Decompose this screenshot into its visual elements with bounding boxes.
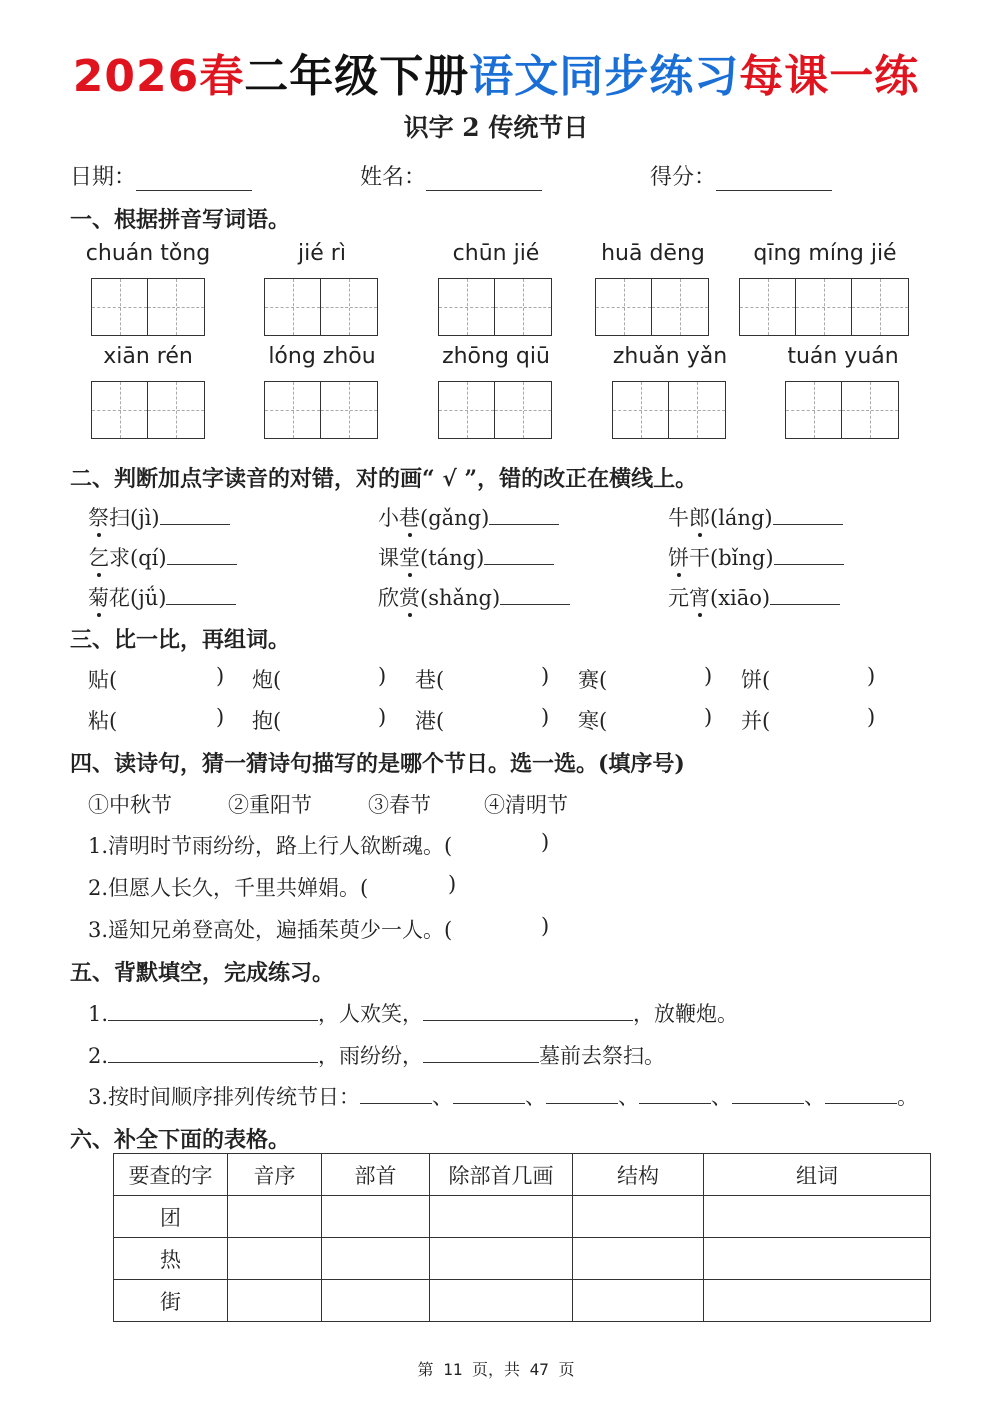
answer-blank[interactable] bbox=[360, 1085, 432, 1104]
answer-blank[interactable] bbox=[500, 586, 570, 605]
date-blank[interactable] bbox=[136, 170, 252, 191]
compare-item[interactable]: 寒( bbox=[578, 709, 608, 733]
title-part-series: 每课一练 bbox=[739, 51, 920, 102]
table-cell[interactable] bbox=[322, 1238, 430, 1280]
table-char: 街 bbox=[114, 1280, 228, 1322]
table-cell[interactable] bbox=[573, 1196, 704, 1238]
answer-blank[interactable] bbox=[108, 1002, 318, 1021]
question-close: ) bbox=[541, 830, 550, 854]
option-1: ①中秋节 bbox=[88, 793, 172, 817]
compare-item[interactable]: 并( bbox=[741, 709, 771, 733]
compare-item[interactable]: 饼( bbox=[741, 668, 771, 692]
pinyin-label: lóng zhōu bbox=[268, 344, 376, 369]
reading-item: 饼干(bǐng) bbox=[668, 542, 844, 572]
writing-grid[interactable] bbox=[739, 278, 909, 336]
compare-close: ) bbox=[216, 705, 225, 729]
answer-blank[interactable] bbox=[453, 1085, 525, 1104]
score-label: 得分： bbox=[650, 165, 717, 190]
name-blank[interactable] bbox=[426, 170, 542, 191]
section-4-heading: 四、读诗句，猜一猜诗句描写的是哪个节日。选一选。(填序号) bbox=[70, 751, 685, 777]
section-6-heading: 六、补全下面的表格。 bbox=[70, 1127, 291, 1153]
name-label: 姓名： bbox=[360, 165, 427, 190]
recite-line-1: 1. ，人欢笑， ，放鞭炮。 bbox=[88, 1002, 739, 1026]
compare-item[interactable]: 抱( bbox=[252, 709, 282, 733]
reading-item: 元宵(xiāo) bbox=[668, 582, 840, 612]
compare-item[interactable]: 粘( bbox=[88, 709, 118, 733]
writing-grid[interactable] bbox=[785, 381, 899, 439]
table-header: 除部首几画 bbox=[430, 1154, 573, 1196]
pinyin-label: jié rì bbox=[298, 241, 346, 266]
pinyin-label: huā dēng bbox=[601, 241, 705, 266]
writing-grid[interactable] bbox=[91, 381, 205, 439]
poem-question-2[interactable]: 2.但愿人长久，千里共婵娟。( bbox=[88, 876, 369, 900]
table-cell[interactable] bbox=[228, 1196, 322, 1238]
question-close: ) bbox=[448, 872, 457, 896]
table-cell[interactable] bbox=[430, 1280, 573, 1322]
compare-item[interactable]: 贴( bbox=[88, 668, 118, 692]
table-char: 热 bbox=[114, 1238, 228, 1280]
answer-blank[interactable] bbox=[489, 506, 559, 525]
compare-close: ) bbox=[867, 664, 876, 688]
compare-close: ) bbox=[378, 664, 387, 688]
table-header: 部首 bbox=[322, 1154, 430, 1196]
pinyin-label: zhōng qiū bbox=[442, 344, 550, 369]
pinyin-label: zhuǎn yǎn bbox=[612, 344, 728, 369]
writing-grid[interactable] bbox=[612, 381, 726, 439]
poem-question-3[interactable]: 3.遥知兄弟登高处，遍插茱萸少一人。( bbox=[88, 918, 453, 942]
table-char: 团 bbox=[114, 1196, 228, 1238]
score-blank[interactable] bbox=[716, 170, 832, 191]
pinyin-label: qīng míng jié bbox=[753, 241, 897, 266]
table-header: 结构 bbox=[573, 1154, 704, 1196]
answer-blank[interactable] bbox=[166, 586, 236, 605]
answer-blank[interactable] bbox=[639, 1085, 711, 1104]
table-cell[interactable] bbox=[322, 1196, 430, 1238]
writing-grid[interactable] bbox=[264, 381, 378, 439]
answer-blank[interactable] bbox=[160, 506, 230, 525]
pinyin-label: chūn jié bbox=[452, 241, 540, 266]
compare-close: ) bbox=[704, 705, 713, 729]
title-part-grade: 二年级下册 bbox=[244, 51, 470, 102]
answer-blank[interactable] bbox=[108, 1044, 318, 1063]
option-3: ③春节 bbox=[368, 793, 431, 817]
reading-item: 欣赏(shǎng) bbox=[378, 582, 570, 612]
section-5-heading: 五、背默填空，完成练习。 bbox=[70, 960, 335, 986]
date-field[interactable] bbox=[70, 160, 252, 191]
pinyin-label: xiān rén bbox=[103, 344, 193, 369]
table-cell[interactable] bbox=[704, 1238, 931, 1280]
answer-blank[interactable] bbox=[774, 546, 844, 565]
writing-grid[interactable] bbox=[91, 278, 205, 336]
option-2: ②重阳节 bbox=[228, 793, 312, 817]
reading-item: 祭扫(jì) bbox=[88, 502, 230, 532]
section-3-heading: 三、比一比，再组词。 bbox=[70, 627, 291, 653]
table-header: 要查的字 bbox=[114, 1154, 228, 1196]
question-close: ) bbox=[541, 914, 550, 938]
compare-close: ) bbox=[216, 664, 225, 688]
table-cell[interactable] bbox=[573, 1238, 704, 1280]
lesson-title: 识字 2 传统节日 bbox=[403, 113, 589, 142]
section-2-heading: 二、判断加点字读音的对错，对的画“ √ ”，错的改正在横线上。 bbox=[70, 466, 698, 492]
reading-item: 牛郎(láng) bbox=[668, 502, 843, 532]
answer-blank[interactable] bbox=[546, 1085, 618, 1104]
page-footer: 第 11 页，共 47 页 bbox=[417, 1360, 575, 1379]
table-row bbox=[114, 1238, 931, 1280]
table-cell[interactable] bbox=[704, 1280, 931, 1322]
answer-blank[interactable] bbox=[484, 546, 554, 565]
compare-close: ) bbox=[867, 705, 876, 729]
name-field[interactable] bbox=[360, 160, 542, 191]
writing-grid[interactable] bbox=[264, 278, 378, 336]
reading-item: 菊花(jǘ) bbox=[88, 582, 236, 612]
score-field[interactable] bbox=[650, 160, 832, 191]
table-cell[interactable] bbox=[228, 1280, 322, 1322]
title-part-subject: 语文同步练习 bbox=[469, 51, 740, 102]
answer-blank[interactable] bbox=[773, 506, 843, 525]
answer-blank[interactable] bbox=[732, 1085, 804, 1104]
answer-blank[interactable] bbox=[770, 586, 840, 605]
writing-grid[interactable] bbox=[438, 278, 552, 336]
table-header: 组词 bbox=[704, 1154, 931, 1196]
reading-item: 小巷(gǎng) bbox=[378, 502, 559, 532]
recite-line-3: 3.按时间顺序排列传统节日： 、 、 、 、 、 。 bbox=[88, 1085, 919, 1109]
poem-question-1[interactable]: 1.清明时节雨纷纷，路上行人欲断魂。( bbox=[88, 834, 453, 858]
recite-line-2: 2. ，雨纷纷， 墓前去祭扫。 bbox=[88, 1044, 666, 1068]
table-cell[interactable] bbox=[228, 1238, 322, 1280]
table-header: 音序 bbox=[228, 1154, 322, 1196]
reading-item: 课堂(táng) bbox=[378, 542, 554, 572]
char-lookup-table bbox=[113, 1153, 931, 1322]
title-part-year: 2026春 bbox=[72, 51, 245, 102]
table-cell[interactable] bbox=[704, 1196, 931, 1238]
compare-item[interactable]: 赛( bbox=[578, 668, 608, 692]
date-label: 日期： bbox=[70, 165, 137, 190]
answer-blank[interactable] bbox=[423, 1044, 539, 1063]
compare-close: ) bbox=[704, 664, 713, 688]
table-row bbox=[114, 1280, 931, 1322]
answer-blank[interactable] bbox=[825, 1085, 897, 1104]
table-cell[interactable] bbox=[322, 1280, 430, 1322]
compare-close: ) bbox=[541, 705, 550, 729]
pinyin-label: tuán yuán bbox=[787, 344, 899, 369]
page-title bbox=[0, 40, 992, 104]
answer-blank[interactable] bbox=[423, 1002, 633, 1021]
table-cell[interactable] bbox=[430, 1238, 573, 1280]
writing-grid[interactable] bbox=[438, 381, 552, 439]
table-cell[interactable] bbox=[573, 1280, 704, 1322]
compare-close: ) bbox=[378, 705, 387, 729]
table-header-row bbox=[114, 1154, 931, 1196]
compare-item[interactable]: 巷( bbox=[415, 668, 445, 692]
table-row bbox=[114, 1196, 931, 1238]
option-4: ④清明节 bbox=[484, 793, 568, 817]
reading-item: 乞求(qí) bbox=[88, 542, 237, 572]
writing-grid[interactable] bbox=[595, 278, 709, 336]
pinyin-label: chuán tǒng bbox=[85, 241, 211, 266]
compare-item[interactable]: 港( bbox=[415, 709, 445, 733]
compare-close: ) bbox=[541, 664, 550, 688]
section-1-heading: 一、根据拼音写词语。 bbox=[70, 207, 291, 233]
table-cell[interactable] bbox=[430, 1196, 573, 1238]
compare-item[interactable]: 炮( bbox=[252, 668, 282, 692]
answer-blank[interactable] bbox=[167, 546, 237, 565]
